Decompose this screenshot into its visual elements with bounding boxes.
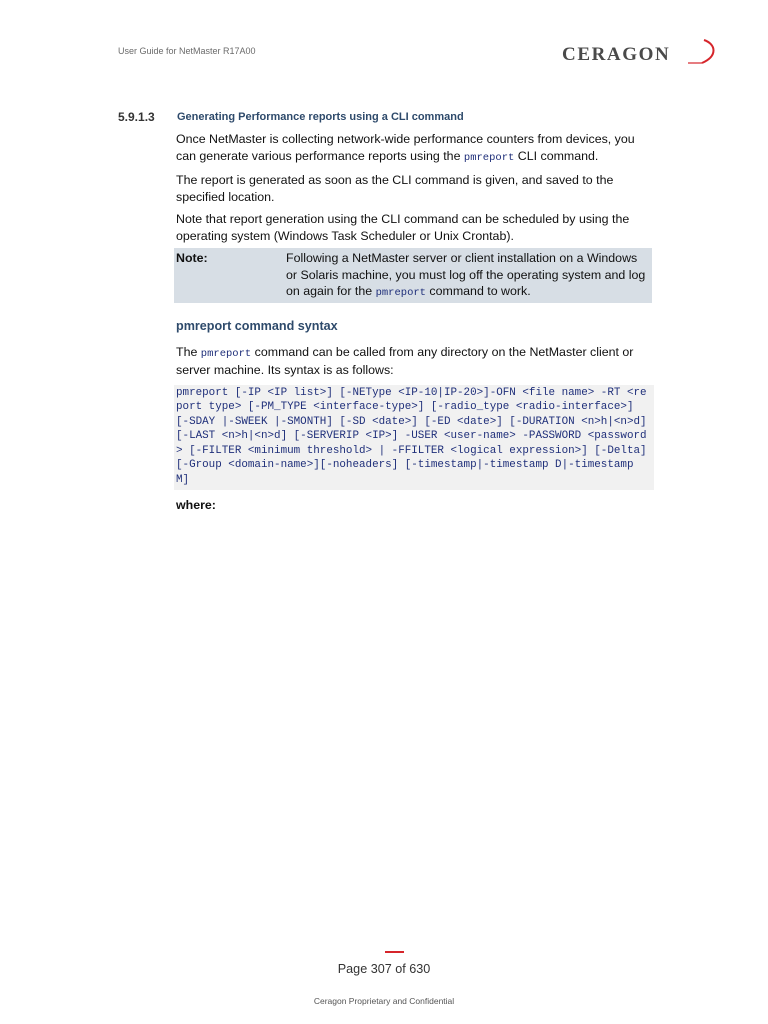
section-number: 5.9.1.3 — [118, 110, 155, 124]
footer-confidential: Ceragon Proprietary and Confidential — [313, 996, 455, 1006]
logo-text: CERAGON — [562, 44, 671, 65]
note-text-end: command to work. — [425, 284, 531, 298]
command-syntax-block: pmreport [-IP <IP list>] [-NEType <IP-10|IP-20>]-OFN <file name> -RT <report type> [-PM_TYPE <interface-type>] [-radio_type <radio-interface>] [-SDAY |-SWEEK |-SMONTH] [-SD <date>] [-ED <date>] [-DURATION <n>h|<n>d] [-LAST <n>h|<n>d] [-SERVERIP <IP>] -USER <user-name> -PASSWORD <password> [-FILTER <minimum threshold> | -FFILTER <logical expression>] [-Delta] [-Group <domain-name>][-noheaders] [-timestamp|-timestamp D|-timestamp M] — [174, 385, 654, 490]
header-title: User Guide for NetMaster R17A00 — [118, 46, 256, 56]
syntax-heading: pmreport command syntax — [176, 318, 338, 333]
main-content — [176, 131, 652, 512]
paragraph-intro-text-start: Once NetMaster is collecting network-wide performance counters from devices, you can generate various performance reports using the — [176, 132, 635, 163]
logo-swoosh-icon — [558, 36, 718, 68]
syntax-intro-code: pmreport — [200, 347, 252, 360]
paragraph-intro-text-end: CLI command. — [514, 148, 599, 163]
footer-accent-line — [385, 951, 404, 953]
note-label: Note: — [176, 251, 208, 265]
note-inline-code: pmreport — [375, 287, 426, 299]
paragraph-report-generated: The report is generated as soon as the CLI command is given, and saved to the specified location. — [176, 173, 614, 204]
paragraph-scheduling: Note that report generation using the CLI command can be scheduled by using the operating system (Windows Task Scheduler or Unix Crontab). — [176, 212, 630, 243]
syntax-intro-end: command can be called from any directory on the NetMaster client or server machine. Its syntax is as follows: — [176, 344, 634, 377]
where-label: where: — [176, 497, 216, 512]
note-box — [174, 248, 652, 303]
syntax-intro-start: The — [176, 344, 201, 359]
section-title: Generating Performance reports using a CLI command — [177, 111, 464, 123]
syntax-intro — [176, 344, 652, 379]
note-text-start: Following a NetMaster server or client installation on a Windows or Solaris machine, you must log off the operating system and log on again for the — [286, 251, 646, 298]
paragraph-intro — [176, 131, 652, 166]
ceragon-logo — [558, 36, 718, 68]
inline-code-pmreport: pmreport — [463, 151, 515, 164]
page-number: Page 307 of 630 — [337, 962, 431, 976]
note-text — [286, 250, 646, 302]
